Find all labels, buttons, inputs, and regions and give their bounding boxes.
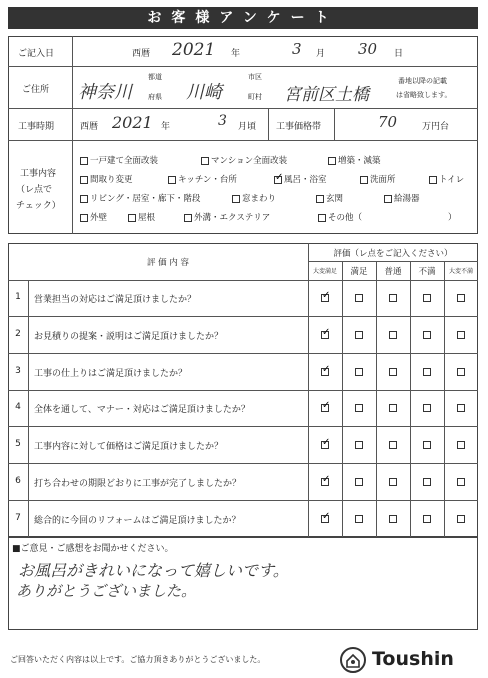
rating-checkbox-checked[interactable] [321,331,329,339]
comment-line-2[interactable]: ありがとうございました。 [16,582,197,600]
level-normal: 普通 [384,267,402,277]
rating-checkbox-checked[interactable] [321,404,329,412]
date-day-unit: 日 [394,49,404,59]
rating-checkbox[interactable] [355,441,363,449]
work-option-label: 増築・減築 [338,156,381,166]
rating-checkbox-checked[interactable] [321,294,329,302]
rating-checkbox[interactable] [389,478,397,486]
period-label: 工事時期 [18,122,55,132]
address-city-unit-1: 市区 [248,73,262,81]
work-option-label: 窓まわり [242,194,277,204]
rating-checkbox-checked[interactable] [321,515,329,523]
work-option-checkbox[interactable] [360,176,368,184]
rating-checkbox[interactable] [355,478,363,486]
address-town-value[interactable]: 宮前区土橋 [284,85,369,105]
rating-checkbox[interactable] [389,331,397,339]
question-text: 営業担当の対応はご満足頂けましたか？ [34,295,197,305]
rating-checkbox[interactable] [355,368,363,376]
comments-label: ■ご意見・ご感想をお聞かせください。 [12,544,174,554]
question-text: お見積りの提案・説明はご満足頂けましたか？ [34,332,224,342]
comment-line-1[interactable]: お風呂がきれいになって嬉しいです。 [18,561,289,580]
question-number: 3 [15,366,21,376]
address-prefecture-value[interactable]: 神奈川 [78,82,132,103]
work-label: 工事内容 [20,169,57,179]
rating-checkbox[interactable] [423,441,431,449]
work-option-checkbox[interactable] [184,214,192,222]
footer-thanks: ご回答いただく内容は以上です。ご協力頂きありがとうございました。 [10,655,266,664]
rating-checkbox[interactable] [389,515,397,523]
work-option-label: 洗面所 [370,175,396,185]
address-note-2: は省略致します。 [396,91,452,99]
work-option-checkbox[interactable] [80,195,88,203]
date-label: ご記入日 [18,49,55,59]
rating-checkbox[interactable] [457,441,465,449]
address-label: ご住所 [22,85,50,95]
work-option-label: トイレ [439,175,465,185]
work-option-label: 屋根 [138,213,156,223]
level-dissatisfied: 不満 [418,267,436,277]
level-very-satisfied: 大変満足 [312,268,337,275]
price-label: 工事価格帯 [276,122,322,132]
level-very-dissatisfied: 大変不満 [448,268,473,275]
address-note-1: 番地以降の記載 [398,77,447,85]
work-option-label: 間取り変更 [90,175,133,185]
rating-checkbox[interactable] [423,515,431,523]
work-label-note-1: （レ点で [16,185,53,195]
rating-checkbox[interactable] [457,368,465,376]
rating-checkbox[interactable] [457,294,465,302]
rating-checkbox-checked[interactable] [321,441,329,449]
work-option-label: その他（ [328,213,363,223]
rating-checkbox[interactable] [355,331,363,339]
work-option-label: 一戸建て全面改装 [90,156,159,166]
rating-checkbox[interactable] [389,404,397,412]
date-day-value[interactable]: 30 [358,40,378,58]
work-option-label: マンション全面改装 [211,156,288,166]
question-number: 1 [15,292,21,302]
address-city-unit-2: 町村 [248,93,262,101]
question-number: 6 [15,476,21,486]
date-era: 西暦 [132,49,151,59]
rating-checkbox[interactable] [457,404,465,412]
date-month-unit: 月 [316,49,326,59]
work-option-checkbox[interactable] [168,176,176,184]
work-option-label: 外溝・エクステリア [194,213,271,223]
work-option-checkbox[interactable] [128,214,136,222]
rating-checkbox[interactable] [457,515,465,523]
rating-checkbox[interactable] [389,368,397,376]
rating-checkbox[interactable] [355,515,363,523]
period-year-value[interactable]: 2021 [112,113,153,132]
rating-checkbox[interactable] [423,368,431,376]
rating-checkbox[interactable] [423,294,431,302]
work-other-close: ） [448,213,457,223]
rating-checkbox[interactable] [423,478,431,486]
work-option-label: 給湯器 [394,194,420,204]
question-text: 工事内容に対して価格はご満足頂けましたか？ [34,442,224,452]
rating-checkbox[interactable] [457,331,465,339]
period-era: 西暦 [80,122,99,132]
question-number: 7 [15,513,21,523]
date-year-unit: 年 [231,49,241,59]
work-option-label: 玄関 [326,194,344,204]
question-text: 総合的に今回のリフォームはご満足頂けましたか？ [34,516,241,526]
date-year-value[interactable]: 2021 [172,40,216,60]
period-month-value[interactable]: 3 [218,113,227,129]
period-month-unit: 月頃 [238,122,257,132]
question-number: 2 [15,329,21,339]
survey-title: お客様アンケート [8,7,478,29]
price-value[interactable]: 70 [378,113,398,131]
rating-checkbox[interactable] [457,478,465,486]
work-option-checkbox[interactable] [80,157,88,165]
work-option-checkbox[interactable] [429,176,437,184]
address-pref-unit-1: 都道 [148,73,162,81]
question-number: 5 [15,439,21,449]
brand-name: Toushin [372,648,454,670]
rating-checkbox[interactable] [423,331,431,339]
question-text: 全体を通して、マナー・対応はご満足頂けましたか？ [34,405,250,415]
work-option-checkbox[interactable] [328,157,336,165]
price-unit: 万円台 [422,122,450,132]
rating-checkbox-checked[interactable] [321,368,329,376]
rating-checkbox[interactable] [423,404,431,412]
work-option-checkbox[interactable] [80,176,88,184]
period-year-unit: 年 [161,122,171,132]
eval-header-rating: 評価（レ点をご記入ください） [333,249,453,259]
work-label-note-2: チェック） [16,201,61,211]
address-city-value[interactable]: 川崎 [186,82,222,103]
work-option-checkbox[interactable] [232,195,240,203]
rating-checkbox[interactable] [355,294,363,302]
rating-checkbox[interactable] [389,441,397,449]
work-option-checkbox-checked[interactable] [274,176,282,184]
work-option-checkbox[interactable] [318,214,326,222]
question-text: 打ち合わせの期限どおりに工事が完了しましたか？ [34,479,242,489]
level-satisfied: 満足 [350,267,368,277]
rating-checkbox[interactable] [355,404,363,412]
rating-checkbox-checked[interactable] [321,478,329,486]
question-text: 工事の仕上りはご満足頂けましたか？ [34,369,188,379]
toushin-logo-icon [340,647,366,673]
address-pref-unit-2: 府県 [148,93,162,101]
work-option-label: 外壁 [90,213,108,223]
work-option-label: リビング・居室・廊下・階段 [90,194,201,204]
work-option-checkbox[interactable] [384,195,392,203]
rating-checkbox[interactable] [389,294,397,302]
work-option-label: キッチン・台所 [178,175,237,185]
eval-header-content: 評 価 内 容 [146,258,190,268]
work-option-label: 風呂・浴室 [284,175,327,185]
date-month-value[interactable]: 3 [292,40,302,58]
work-option-checkbox[interactable] [316,195,324,203]
work-option-checkbox[interactable] [80,214,88,222]
question-number: 4 [15,402,21,412]
work-option-checkbox[interactable] [201,157,209,165]
